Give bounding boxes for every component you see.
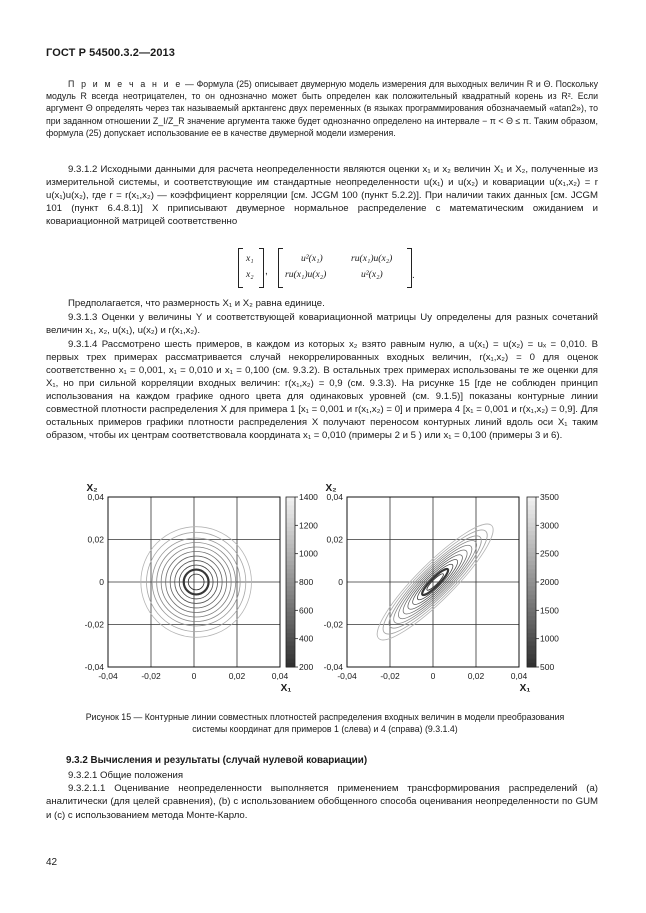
colorbar-tick-label: 1500 — [540, 605, 559, 616]
colorbar-segment — [527, 527, 536, 532]
colorbar-segment — [286, 659, 295, 664]
y-tick-label: 0,02 — [87, 534, 104, 545]
x-tick-label: 0,02 — [467, 671, 485, 681]
colorbar-segment — [286, 603, 295, 608]
colorbar-segment — [286, 561, 295, 566]
colorbar-tick-label: 500 — [540, 662, 555, 672]
colorbar-tick-label: 1400 — [299, 492, 318, 502]
colorbar-segment — [527, 574, 536, 579]
vec-x2: x₂ — [246, 269, 254, 280]
x-tick-label: -0,02 — [380, 671, 400, 681]
colorbar-segment — [527, 591, 536, 596]
colorbar-segment — [527, 646, 536, 651]
colorbar-segment — [527, 608, 536, 613]
m22: u²(x₂) — [361, 269, 383, 280]
colorbar-segment — [286, 595, 295, 600]
contour-chart-left — [85, 483, 319, 694]
colorbar-segment — [527, 569, 536, 574]
colorbar-segment — [286, 510, 295, 515]
colorbar-segment — [527, 540, 536, 545]
colorbar-segment — [527, 552, 536, 557]
colorbar-segment — [286, 527, 295, 532]
colorbar-segment — [527, 578, 536, 583]
y-axis-label: X₂ — [325, 483, 337, 494]
colorbar-segment — [527, 523, 536, 528]
colorbar-segment — [527, 535, 536, 540]
vec-x1: x₁ — [246, 253, 254, 264]
colorbar-segment — [286, 535, 295, 540]
x-tick-label: 0,04 — [510, 671, 528, 681]
colorbar-tick-label: 1200 — [299, 520, 318, 531]
colorbar-segment — [527, 620, 536, 625]
colorbar-tick-label: 1000 — [299, 548, 318, 559]
y-tick-label: -0,02 — [323, 619, 343, 630]
colorbar-segment — [527, 599, 536, 604]
colorbar-segment — [286, 633, 295, 638]
x-tick-label: 0,04 — [271, 671, 289, 681]
colorbar-segment — [286, 557, 295, 562]
colorbar-segment — [286, 540, 295, 545]
subsection-title: 9.3.2.1 Общие положения — [68, 770, 184, 781]
colorbar-segment — [527, 548, 536, 553]
x-tick-label: -0,04 — [98, 671, 118, 681]
document-header: ГОСТ Р 54500.3.2—2013 — [46, 47, 175, 59]
colorbar-segment — [286, 650, 295, 655]
section-body — [46, 769, 598, 822]
colorbar-segment — [527, 561, 536, 566]
colorbar-tick-label: 400 — [299, 633, 314, 644]
colorbar-tick-label: 800 — [299, 577, 314, 587]
colorbar-segment — [527, 497, 536, 502]
x-tick-label: 0 — [191, 671, 197, 681]
m12: ru(x₁)u(x₂) — [351, 253, 393, 264]
colorbar-segment — [286, 637, 295, 642]
colorbar-segment — [527, 650, 536, 655]
colorbar-segment — [286, 608, 295, 613]
figure-caption: Рисунок 15 — Контурные линии совместных плотностей распределения входных величин в модели преобразования системы координат для примеров 1 (слева) и 4 (справа) (9.3.1.4) — [85, 712, 565, 734]
colorbar-segment — [527, 637, 536, 642]
colorbar-segment — [286, 548, 295, 553]
y-tick-label: 0 — [99, 577, 104, 587]
colorbar-tick-label: 200 — [299, 662, 314, 672]
colorbar-segment — [286, 578, 295, 583]
colorbar-segment — [527, 510, 536, 515]
colorbar-segment — [527, 544, 536, 549]
colorbar-tick-label: 600 — [299, 605, 314, 616]
colorbar-tick-label: 2000 — [540, 577, 559, 587]
colorbar-segment — [286, 654, 295, 659]
y-tick-label: 0,04 — [87, 492, 104, 502]
p1-text: 9.3.1.2 Исходными данными для расчета неопределенности являются оценки x₁ и x₂ величин X₁ и X₂, полученные из измерительной системы, и соответствующие им стандартные неопределенности u(x₁) и u(x₂) и ковариации u(x₁,x₂) = r u(x₁)u(x₂), где r = r(x₁,x₂) — коэффициент корреляции [см. JCGM 100 (пункт 5.2.2)]. При наличии таких данных [см. JCGM 101 (пункт 6.4.8.1)] X приписывают двумерное нормальное распределение с математическим ожиданием и ковариационной матрицей соответственно — [46, 164, 598, 227]
colorbar-segment — [527, 616, 536, 621]
colorbar-segment — [286, 518, 295, 523]
y-tick-label: -0,04 — [84, 662, 104, 672]
colorbar-segment — [286, 599, 295, 604]
m11: u²(x₁) — [301, 253, 323, 264]
x-tick-label: -0,02 — [141, 671, 161, 681]
p4-text: 9.3.1.4 Рассмотрено шесть примеров, в каждом из которых x₂ взято равным нулю, а u(x₁) = u(x₂) = uₓ = 0,010. В первых трех примерах рассматривается случай некоррелированных входных величин, r(x₁,x₂) = 0 для оценок соответственно x₁ = 0,001, x₁ = 0,010 и x₁ = 0,100 (см. 9.3.2). В остальных трех примерах использованы те же оценки для X₁, но при сильной корреляции входных величин: r(x₁,x₂) = 0,9 (см. 9.3.3). На рисунке 15 [где не соблюден принцип использования на каждом графике одного цвета для одинаковых уровней (см. 9.1.5)] показаны контурные линии совместной плотности распределения X для примера 1 [x₁ = 0,001 и r(x₁,x₂) = 0] и примера 4 [x₁ = 0,001 и r(x₁,x₂) = 0,9]. Для остальных примеров графики плотности распределения X получают переносом контурных линий вдоль оси X₁ таким образом, чтобы их центрам соответствовала координата x₁ = 0,010 (примеры 2 и 5 ) или x₁ = 0,100 (примеры 3 и 6). — [46, 339, 598, 441]
page-number: 42 — [46, 857, 58, 868]
colorbar-segment — [286, 625, 295, 630]
colorbar-segment — [286, 523, 295, 528]
colorbar-segment — [527, 642, 536, 647]
m21: ru(x₁)u(x₂) — [285, 269, 327, 280]
colorbar-segment — [527, 629, 536, 634]
contour-chart-right — [324, 483, 560, 694]
colorbar-segment — [286, 569, 295, 574]
covariance-formula: x₁ x₂ , u²(x₁) ru(x₁)u(x₂) ru(x₁)u(x₂) u²(x₂) . — [238, 248, 428, 288]
p2-text: Предполагается, что размерность X₁ и X₂ равна единице. — [68, 298, 325, 309]
x-tick-label: -0,04 — [337, 671, 357, 681]
colorbar-segment — [286, 616, 295, 621]
colorbar-segment — [286, 552, 295, 557]
colorbar-tick-label: 3000 — [540, 520, 559, 531]
colorbar-segment — [286, 620, 295, 625]
colorbar-segment — [527, 582, 536, 587]
colorbar-segment — [286, 531, 295, 536]
colorbar-segment — [286, 612, 295, 617]
colorbar-segment — [527, 501, 536, 506]
p5-text: 9.3.2.1.1 Оценивание неопределенности выполняется применением трансформирования распределений (a) аналитически (для целей сравнения), (b) с использованием обобщенного способа оценивания неопределенности по GUM и (c) с использованием метода Монте-Карло. — [46, 783, 598, 821]
colorbar-segment — [286, 544, 295, 549]
colorbar-segment — [527, 633, 536, 638]
colorbar-segment — [286, 514, 295, 519]
p3-text: 9.3.1.3 Оценки y величины Y и соответствующей ковариационной матрицы Uy определены для разных сочетаний величин x₁, x₂, u(x₁), u(x₂) и r(x₁,x₂). — [46, 312, 598, 336]
colorbar-segment — [527, 565, 536, 570]
x-tick-label: 0,02 — [228, 671, 246, 681]
colorbar-segment — [286, 497, 295, 502]
colorbar-segment — [286, 591, 295, 596]
x-axis-label: X₁ — [280, 683, 292, 694]
y-axis-label: X₂ — [86, 483, 98, 494]
colorbar-segment — [527, 531, 536, 536]
note-label: П р и м е ч а н и е — [68, 79, 183, 89]
colorbar-segment — [527, 612, 536, 617]
colorbar-segment — [527, 595, 536, 600]
colorbar-segment — [527, 557, 536, 562]
colorbar-segment — [286, 646, 295, 651]
colorbar-segment — [527, 506, 536, 511]
colorbar-segment — [286, 586, 295, 591]
y-tick-label: 0 — [338, 577, 343, 587]
colorbar-tick-label: 2500 — [540, 548, 559, 559]
y-tick-label: -0,04 — [323, 662, 343, 672]
y-tick-label: 0,02 — [326, 534, 343, 545]
colorbar-segment — [286, 642, 295, 647]
colorbar-segment — [286, 506, 295, 511]
x-axis-label: X₁ — [519, 683, 531, 694]
y-tick-label: 0,04 — [326, 492, 343, 502]
x-tick-label: 0 — [430, 671, 436, 681]
note-text: — Формула (25) описывает двумерную модель измерения для выходных величин R и Θ. Поскольку модуль R всегда неотрицателен, то он однозначно может быть определен как положительный квадратный корень из R². Если аргумент Θ определять через так называемый арктангенс двух переменных (в языках программирования обозначаемый «atan2»), то при заданном отношении Z_I/Z_R значение аргумента также будет однозначно определено на интервале − π < Θ ≤ π. Таким образом, формула (25) допускает использование ее в качестве двумерной модели измерения. — [46, 79, 598, 138]
colorbar-segment — [527, 625, 536, 630]
colorbar-segment — [527, 659, 536, 664]
colorbar-segment — [286, 574, 295, 579]
colorbar-segment — [527, 586, 536, 591]
colorbar-segment — [527, 518, 536, 523]
y-tick-label: -0,02 — [84, 619, 104, 630]
colorbar-segment — [527, 514, 536, 519]
colorbar-segment — [286, 629, 295, 634]
colorbar-segment — [286, 582, 295, 587]
colorbar-segment — [527, 603, 536, 608]
colorbar-tick-label: 3500 — [540, 492, 559, 502]
colorbar-segment — [286, 501, 295, 506]
section-title: 9.3.2 Вычисления и результаты (случай нулевой ковариации) — [66, 755, 368, 766]
colorbar-segment — [527, 654, 536, 659]
colorbar-tick-label: 1000 — [540, 633, 559, 644]
colorbar-segment — [286, 565, 295, 570]
